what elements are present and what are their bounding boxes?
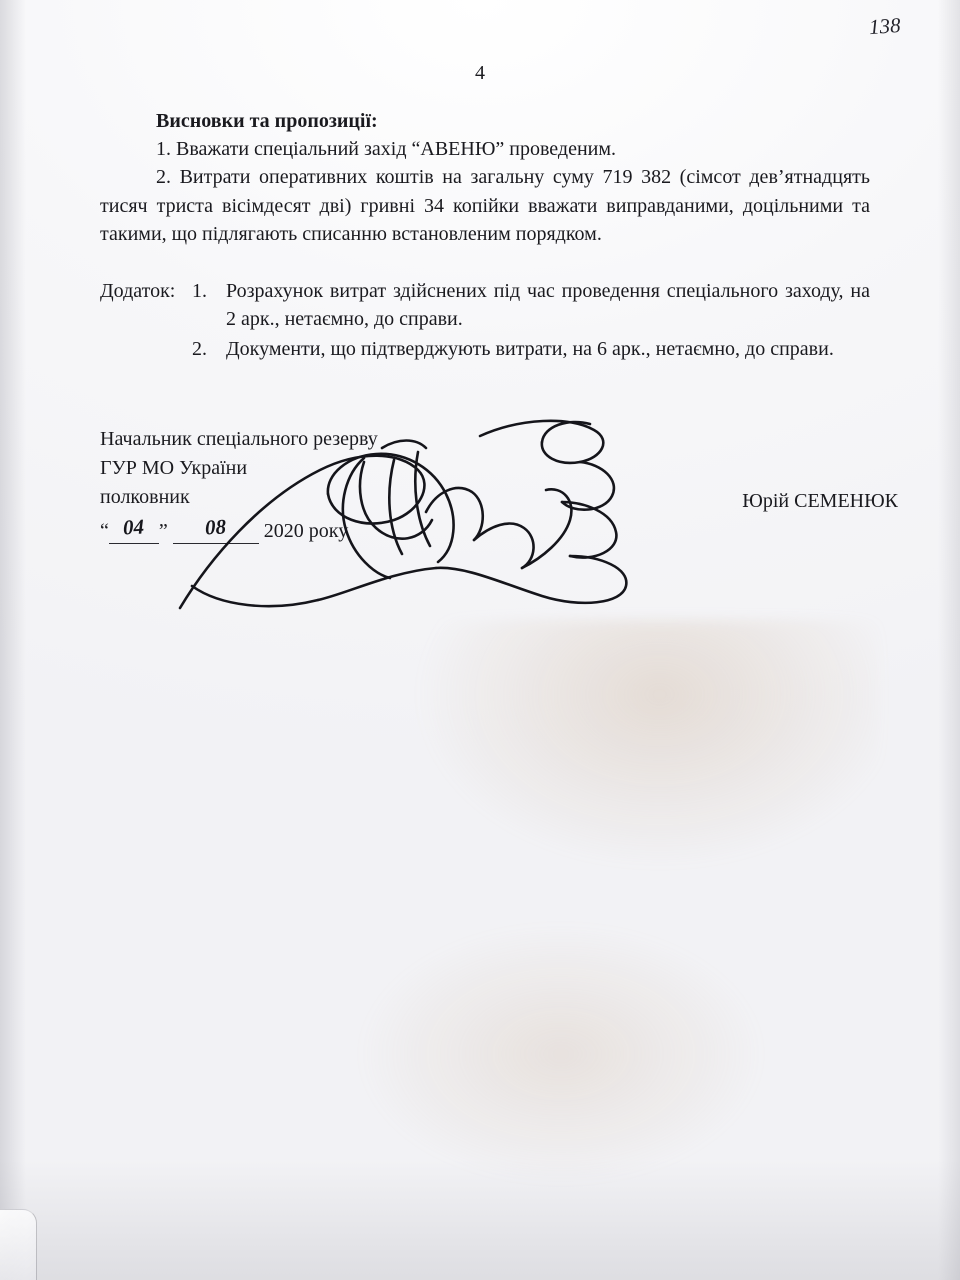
- date-year-text: 2020 року: [263, 520, 349, 542]
- appendix-item-text: Документи, що підтверджують витрати, на 6 арк., нетаємно, до справи.: [226, 338, 834, 361]
- appendix-block: [100, 277, 870, 366]
- signatory-position-line-1: Начальник спеціального резерву: [100, 428, 378, 450]
- page-shadow-left: [0, 0, 26, 1280]
- conclusion-item-1: 1. Вважати спеціальний захід “АВЕНЮ” проведеним.: [156, 138, 617, 160]
- page-shadow-right: [938, 0, 960, 1280]
- document-body: [100, 110, 870, 366]
- section-heading: Висновки та пропозиції:: [156, 110, 378, 132]
- date-day-handwritten: 04: [122, 514, 145, 540]
- date-month-handwritten: 08: [204, 514, 227, 540]
- signatory-position-line-2: ГУР МО України: [100, 457, 248, 479]
- appendix-label: Додаток:: [100, 279, 176, 302]
- appendix-item: [192, 277, 870, 334]
- date-quote-open: “: [100, 520, 109, 542]
- date-quote-close: ”: [158, 520, 168, 542]
- appendix-item-number: 1.: [192, 279, 207, 302]
- appendix-item-text: Розрахунок витрат здійснених під час проведення спеціального заходу, на 2 арк., нетаємно, до справи.: [226, 279, 870, 330]
- appendix-list: [192, 277, 870, 366]
- page-corner-curl: [0, 1209, 37, 1280]
- archive-page-stamp: 138: [867, 12, 901, 40]
- signatory-name: Юрій СЕМЕНЮК: [742, 490, 898, 512]
- signature-date-row: [100, 514, 890, 546]
- signatory-rank: полковник: [100, 486, 190, 508]
- page-number: 4: [475, 62, 485, 84]
- appendix-item: [192, 335, 870, 363]
- conclusion-item-2: 2. Витрати оперативних коштів на загальну суму 719 382 (сімсот дев’ятнадцять тисяч триста вісімдесят дві) гривні 34 копійки вважати виправданими, доцільними та такими, що підлягають списанню встановленим порядком.: [100, 166, 870, 246]
- reverse-side-bleedthrough: [300, 620, 880, 1240]
- signature-block: [100, 425, 898, 546]
- appendix-item-number: 2.: [192, 338, 207, 361]
- page-shadow-bottom: [0, 1160, 960, 1280]
